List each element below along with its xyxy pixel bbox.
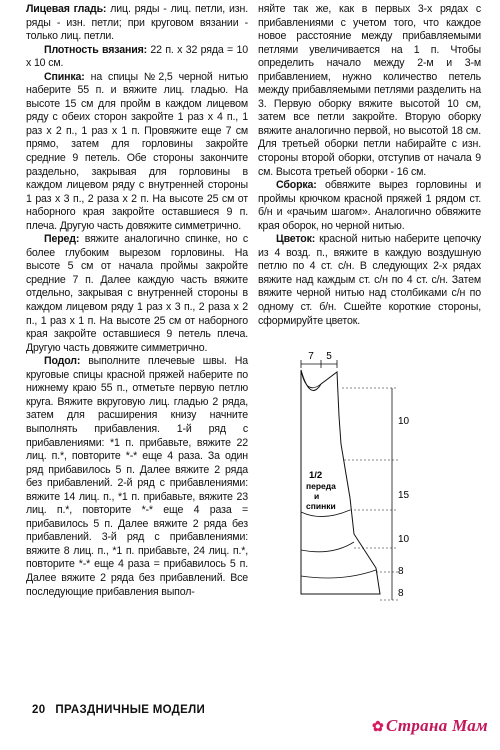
heading-front: Перед: xyxy=(44,233,80,246)
pattern-diagram-svg xyxy=(262,350,462,610)
diagram-label-line-3: и xyxy=(314,491,320,501)
heading-stockinette: Лицевая гладь: xyxy=(26,3,107,15)
paragraph-back xyxy=(26,71,248,234)
diagram-label-line-2: переда xyxy=(306,481,336,491)
side-dim-label-5: 8 xyxy=(398,588,404,599)
ruffle-line-2 xyxy=(301,542,354,552)
paragraph-hem xyxy=(26,355,248,599)
paragraph-front xyxy=(26,233,248,355)
watermark-text: Страна Мам xyxy=(385,716,488,735)
right-column xyxy=(258,3,481,328)
top-dim-label-2: 5 xyxy=(326,351,332,362)
text-gauge: 22 п. x 32 ряда = 10 x 10 см. xyxy=(26,43,248,70)
text-assembly: обвяжите вырез горловины и проймы крючком красной пряжей 1 рядом ст. б/н и «рачьим шагом». Аналогично обвяжите края оборок, но черной нитью. xyxy=(258,179,481,232)
page-number: 20 xyxy=(32,704,46,716)
text-back: на спицы №2,5 черной нитью наберите 55 п. и вяжите лиц. гладью. На высоте 15 см для пройм в каждом лицевом ряду с обеих сторон закройте 1 раз х 4 п., 1 раз х 2 п., 1 раз х 1 п. Провяжите еще 7 см прямо, затем для горловины закройте средние 9 петель. Обе стороны закончите раздельно, закрывая для горловины в каждом лицевом ряду с внутренней стороны 1 раз х 3 п., 2 раза х 2 п. На высоте 25 см от наборного края закройте оставшиеся 9 п. плеча. Другую часть довяжите симметрично. xyxy=(26,70,248,232)
heading-assembly: Сборка: xyxy=(276,179,317,192)
text-front: вяжите аналогично спинке, но с более глубоким вырезом горловины. На высоте 5 см от начала проймы закройте средние 7 п. Далее каждую часть вяжите отдельно, закрывая с внутренней стороны в каждом лицевом ряду 1 раз х 3 п., 2 раза х 2 п., 1 раз х 1 п. На высоте 25 см от наборного края закройте оставшиеся 9 петель плеча. Другую часть довяжите симметрично. xyxy=(26,233,248,354)
left-column xyxy=(26,3,248,599)
heading-back: Спинка: xyxy=(44,70,85,83)
heading-gauge: Плотность вязания: xyxy=(44,43,147,56)
text-hem: выполните плечевые швы. На круговые спицы красной пряжей наберите по нижнему краю 55 п., отметьте первую петлю круга. Вяжите вкруговую лиц. гладью 2 ряда, затем для расширения книзу начните выполнять прибавления. 1-й ряд с прибавлениями: *1 п. прибавьте, вяжите 22 лиц. п.*, повторите *-* еще 4 раза. За один ряд прибавилось 5 п. Далее вяжите 2 ряда без прибавлений. 2-й ряд с прибавлениями: вяжите 14 лиц. п., *1 п. прибавьте, вяжите 23 лиц. п.*, повторите *-* еще 4 раза = прибавилось 5 п. Далее вяжите 2 ряда без прибавлений. 3-й ряд с прибавлениями: вяжите 8 лиц. п., *1 п. прибавьте, 24 лиц. п.*, повторите *-* еще 4 раза = прибавилось 5 п. Далее вяжите 2 ряда без прибавлений. Все последующие прибавления выпол- xyxy=(26,355,248,598)
text-stockinette: лиц. ряды - лиц. петли, изн. ряды - изн. петли; при круговом вязании - только лиц. петли. xyxy=(26,3,248,43)
text-hem-continued: няйте так же, как в первых 3-х рядах с прибавлениями с учетом того, что каждое новое расстояние между прибавляемыми петлями увеличивается на 1 п. Чтобы определить начало между 2-м и 3-м прибавлением, нужно количество петель между прибавляемыми петлями разделить на 3. Первую оборку вяжите высотой 10 см, затем все петли закройте. Вторую оборку вяжите аналогично первой, но высотой 18 см. Для третьей оборки петли набирайте с изн. стороны второй оборки, отступив от начала 9 см. Высота третьей оборки - 16 см. xyxy=(258,3,481,178)
page-footer xyxy=(32,704,205,716)
section-title: ПРАЗДНИЧНЫЕ МОДЕЛИ xyxy=(55,704,206,716)
diagram-label-line-1: 1/2 xyxy=(309,470,323,481)
paragraph-gauge xyxy=(26,44,248,71)
top-dim-label-1: 7 xyxy=(308,351,314,362)
text-flower: красной нитью наберите цепочку из 4 возд. п., вяжите в каждую воздушную петлю по 4 ст. с/н. В следующих 2-х рядах вяжите над каждым ст. с/н по 4 ст. с/н. Затем вяжите черной нитью над столбиками с/н по одному ст. б/н. Сшейте короткие стороны, сформируйте цветок. xyxy=(258,233,481,327)
pattern-diagram xyxy=(262,350,462,610)
paragraph-assembly xyxy=(258,179,481,233)
star-icon: ✿ xyxy=(371,720,384,735)
heading-hem: Подол: xyxy=(44,355,81,368)
watermark xyxy=(372,716,488,736)
heading-flower: Цветок: xyxy=(276,233,316,246)
ruffle-line-3 xyxy=(301,570,376,578)
paragraph-stockinette xyxy=(26,3,248,44)
side-dim-label-4: 8 xyxy=(398,566,404,577)
paragraph-hem-continued xyxy=(258,3,481,179)
paragraph-flower xyxy=(258,233,481,328)
side-dim-label-3: 10 xyxy=(398,534,410,545)
diagram-label-line-4: спинки xyxy=(306,501,336,511)
side-dim-label-2: 15 xyxy=(398,490,410,501)
side-dim-label-1: 10 xyxy=(398,416,410,427)
